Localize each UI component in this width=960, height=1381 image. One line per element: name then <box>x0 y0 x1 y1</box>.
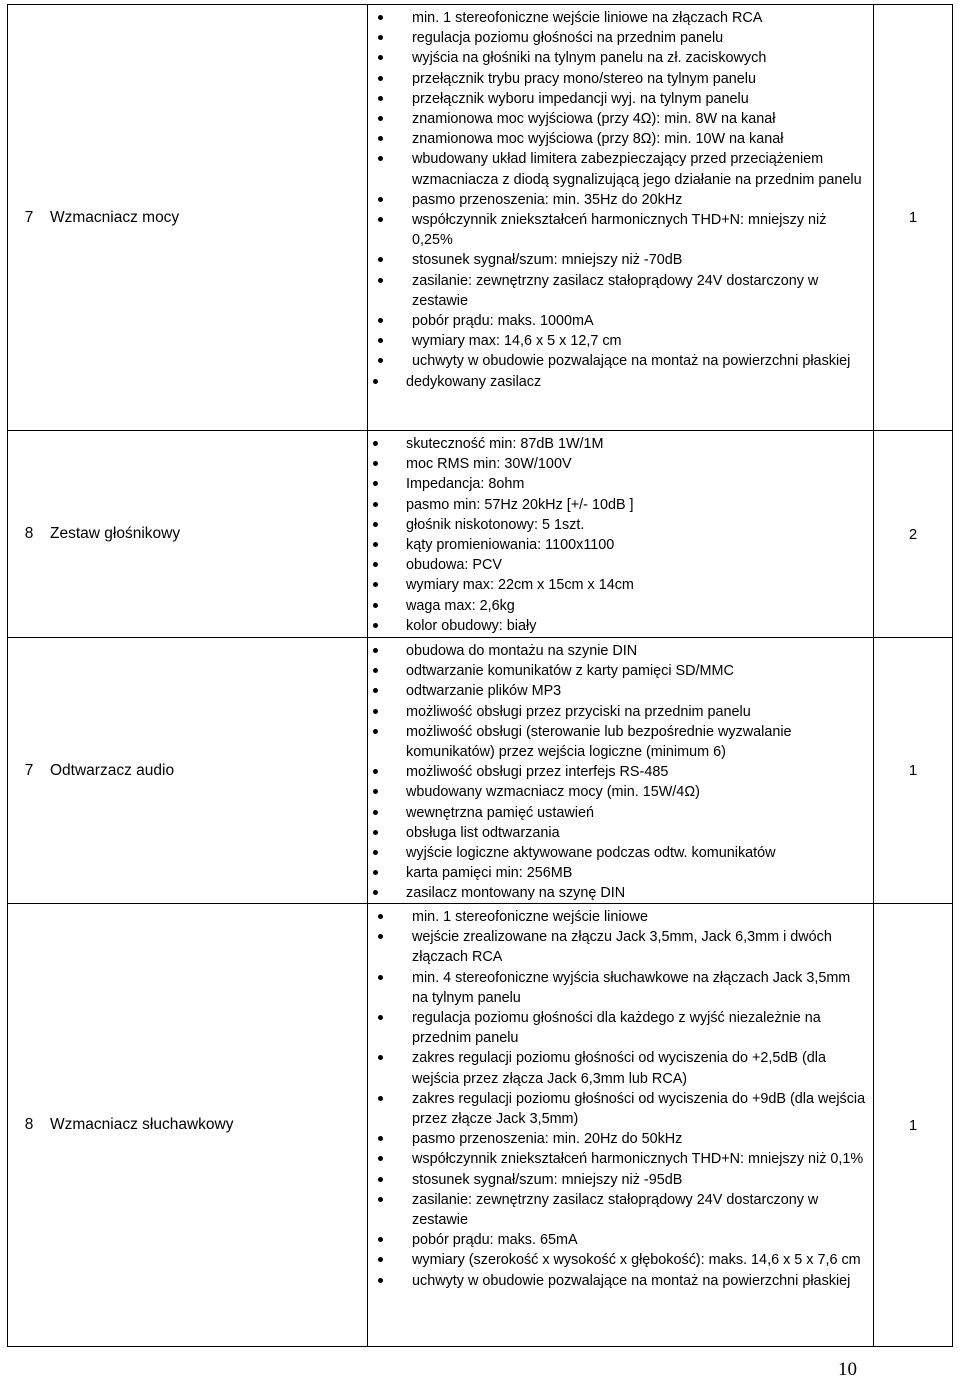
spec-item: odtwarzanie komunikatów z karty pamięci SD/MMC <box>368 661 867 681</box>
spec-item: wewnętrzna pamięć ustawień <box>368 803 867 823</box>
spec-item: odtwarzanie plików MP3 <box>368 681 867 701</box>
table-row <box>8 5 952 431</box>
item-number: 7 <box>24 208 34 226</box>
spec-item: kąty promieniowania: 1100x1100 <box>368 535 867 555</box>
spec-item: pobór prądu: maks. 65mA <box>368 1230 867 1250</box>
spec-item: wymiary max: 14,6 x 5 x 12,7 cm <box>368 331 867 351</box>
spec-item: min. 4 stereofoniczne wyjścia słuchawkowe na złączach Jack 3,5mm na tylnym panelu <box>368 968 867 1008</box>
spec-cell <box>368 431 873 637</box>
spec-item: współczynnik zniekształceń harmonicznych THD+N: mniejszy niż 0,1% <box>368 1149 867 1169</box>
item-cell <box>8 431 368 637</box>
spec-item: obudowa do montażu na szynie DIN <box>368 641 867 661</box>
spec-item: możliwość obsługi (sterowanie lub bezpośrednie wyzwalanie komunikatów) przez wejścia logiczne (minimum 6) <box>368 722 867 762</box>
spec-cell <box>368 5 873 430</box>
spec-item: stosunek sygnał/szum: mniejszy niż -70dB <box>368 250 867 270</box>
spec-item: pasmo przenoszenia: min. 20Hz do 50kHz <box>368 1129 867 1149</box>
spec-item: przełącznik trybu pracy mono/stereo na tylnym panelu <box>368 69 867 89</box>
spec-item: skuteczność min: 87dB 1W/1M <box>368 434 867 454</box>
spec-table <box>7 4 953 1347</box>
spec-item: moc RMS min: 30W/100V <box>368 454 867 474</box>
item-name: Wzmacniacz mocy <box>50 208 180 226</box>
spec-item: wyjście logiczne aktywowane podczas odtw. komunikatów <box>368 843 867 863</box>
spec-item: wyjścia na głośniki na tylnym panelu na zł. zaciskowych <box>368 48 867 68</box>
item-number: 7 <box>24 761 34 779</box>
spec-cell <box>368 638 873 903</box>
item-number: 8 <box>24 525 34 542</box>
quantity: 1 <box>873 638 952 903</box>
spec-item: pobór prądu: maks. 1000mA <box>368 311 867 331</box>
item-name: Wzmacniacz słuchawkowy <box>50 1116 234 1133</box>
spec-item: wbudowany wzmacniacz mocy (min. 15W/4Ω) <box>368 782 867 802</box>
spec-item: wymiary max: 22cm x 15cm x 14cm <box>368 575 867 595</box>
quantity: 2 <box>873 431 952 637</box>
spec-item: pasmo min: 57Hz 20kHz [+/- 10dB ] <box>368 495 867 515</box>
spec-item: uchwyty w obudowie pozwalające na montaż na powierzchni płaskiej <box>368 1271 867 1291</box>
spec-item: waga max: 2,6kg <box>368 596 867 616</box>
item-cell <box>8 638 368 903</box>
spec-item: karta pamięci min: 256MB <box>368 863 867 883</box>
item-number: 8 <box>24 1116 34 1133</box>
spec-item: Impedancja: 8ohm <box>368 474 867 494</box>
quantity: 1 <box>873 904 952 1346</box>
item-cell <box>8 904 368 1346</box>
spec-item: zakres regulacji poziomu głośności od wyciszenia do +9dB (dla wejścia przez złącze Jack 3,5mm) <box>368 1089 867 1129</box>
spec-item: przełącznik wyboru impedancji wyj. na tylnym panelu <box>368 89 867 109</box>
spec-item: wbudowany układ limitera zabezpieczający przed przeciążeniem wzmacniacza z diodą sygnalizującą jego działanie na przednim panelu <box>368 149 867 189</box>
spec-item: współczynnik zniekształceń harmonicznych THD+N: mniejszy niż 0,25% <box>368 210 867 250</box>
spec-item: stosunek sygnał/szum: mniejszy niż -95dB <box>368 1170 867 1190</box>
spec-item: wejście zrealizowane na złączu Jack 3,5mm, Jack 6,3mm i dwóch złączach RCA <box>368 927 867 967</box>
spec-item: zakres regulacji poziomu głośności od wyciszenia do +2,5dB (dla wejścia przez złącza Jack 6,3mm lub RCA) <box>368 1048 867 1088</box>
spec-item: min. 1 stereofoniczne wejście liniowe <box>368 907 867 927</box>
spec-item: możliwość obsługi przez interfejs RS-485 <box>368 762 867 782</box>
item-name: Zestaw głośnikowy <box>50 525 181 542</box>
spec-item: uchwyty w obudowie pozwalające na montaż na powierzchni płaskiej <box>368 351 867 371</box>
spec-item: zasilacz montowany na szynę DIN <box>368 883 867 903</box>
spec-item: dedykowany zasilacz <box>368 372 867 392</box>
spec-item: pasmo przenoszenia: min. 35Hz do 20kHz <box>368 190 867 210</box>
spec-item: możliwość obsługi przez przyciski na przednim panelu <box>368 702 867 722</box>
spec-item: głośnik niskotonowy: 5 1szt. <box>368 515 867 535</box>
quantity: 1 <box>873 5 952 430</box>
spec-item: znamionowa moc wyjściowa (przy 4Ω): min. 8W na kanał <box>368 109 867 129</box>
spec-item: regulacja poziomu głośności dla każdego z wyjść niezależnie na przednim panelu <box>368 1008 867 1048</box>
table-row <box>8 431 952 638</box>
page-number: 10 <box>838 1359 857 1380</box>
spec-list <box>368 907 867 1291</box>
spec-list <box>368 641 867 904</box>
spec-item: obsługa list odtwarzania <box>368 823 867 843</box>
spec-item: obudowa: PCV <box>368 555 867 575</box>
table-row <box>8 904 952 1346</box>
spec-item: kolor obudowy: biały <box>368 616 867 636</box>
item-cell <box>8 5 368 430</box>
spec-item: znamionowa moc wyjściowa (przy 8Ω): min. 10W na kanał <box>368 129 867 149</box>
spec-item: regulacja poziomu głośności na przednim panelu <box>368 28 867 48</box>
item-name: Odtwarzacz audio <box>50 761 175 779</box>
spec-cell <box>368 904 873 1346</box>
spec-item: wymiary (szerokość x wysokość x głębokość): maks. 14,6 x 5 x 7,6 cm <box>368 1250 867 1270</box>
spec-item: zasilanie: zewnętrzny zasilacz stałoprądowy 24V dostarczony w zestawie <box>368 271 867 311</box>
spec-item: min. 1 stereofoniczne wejście liniowe na złączach RCA <box>368 8 867 28</box>
spec-list <box>368 8 867 392</box>
spec-list <box>368 434 867 636</box>
spec-item: zasilanie: zewnętrzny zasilacz stałoprądowy 24V dostarczony w zestawie <box>368 1190 867 1230</box>
table-row <box>8 638 952 904</box>
